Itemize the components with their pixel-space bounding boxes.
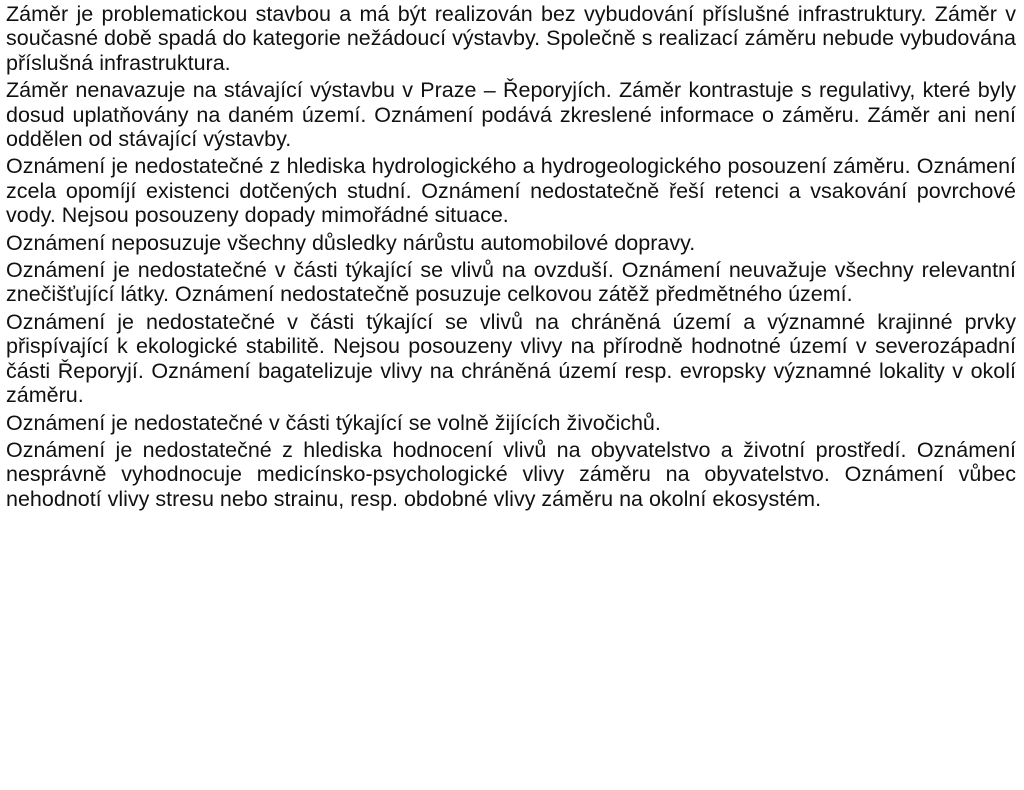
paragraph-air-quality: Oznámení je nedostatečné v části týkající se vlivů na ovzduší. Oznámení neuvažuje všechny relevantní znečišťující látky. Oznámení nedostatečně posuzuje celkovou zátěž předmětného území.	[6, 258, 1016, 307]
paragraph-traffic: Oznámení neposuzuje všechny důsledky nárůstu automobilové dopravy.	[6, 230, 696, 255]
paragraph-wildlife: Oznámení je nedostatečné v části týkající se volně žijících živočichů.	[6, 410, 661, 435]
paragraph-existing-development: Záměr nenavazuje na stávající výstavbu v Praze – Řeporyjích. Záměr kontrastuje s regulativy, které byly dosud uplatňovány na daném území. Oznámení podává zkreslené informace o záměru. Záměr ani není oddělen od stávající výstavby.	[6, 78, 1016, 152]
paragraph-protected-areas: Oznámení je nedostatečné v části týkající se vlivů na chráněná území a významné krajinné prvky přispívající k ekologické stabilitě. Nejsou posouzeny vlivy na přírodně hodnotné území v severozápadní části Řeporyjí. Oznámení bagatelizuje vlivy na chráněná území resp. evropsky významné lokality v okolí záměru.	[6, 309, 1016, 408]
paragraph-infrastructure: Záměr je problematickou stavbou a má být realizován bez vybudování příslušné infrastruktury. Záměr v současné době spadá do kategorie nežádoucí výstavby. Společně s realizací záměru nebude vybudována příslušná infrastruktura.	[6, 2, 1016, 75]
paragraph-hydrology: Oznámení je nedostatečné z hlediska hydrologického a hydrogeologického posouzení záměru. Oznámení zcela opomíjí existenci dotčených studní. Oznámení nedostatečně řeší retenci a vsakování povrchové vody. Nejsou posouzeny dopady mimořádné situace.	[6, 154, 1016, 228]
paragraph-population-health: Oznámení je nedostatečné z hlediska hodnocení vlivů na obyvatelstvo a životní prostředí. Oznámení nesprávně vyhodnocuje medicínsko-psychologické vlivy záměru na obyvatelstvo. Oznámení vůbec nehodnotí vlivy stresu nebo strainu, resp. obdobné vlivy záměru na okolní ekosystém.	[6, 437, 1016, 511]
